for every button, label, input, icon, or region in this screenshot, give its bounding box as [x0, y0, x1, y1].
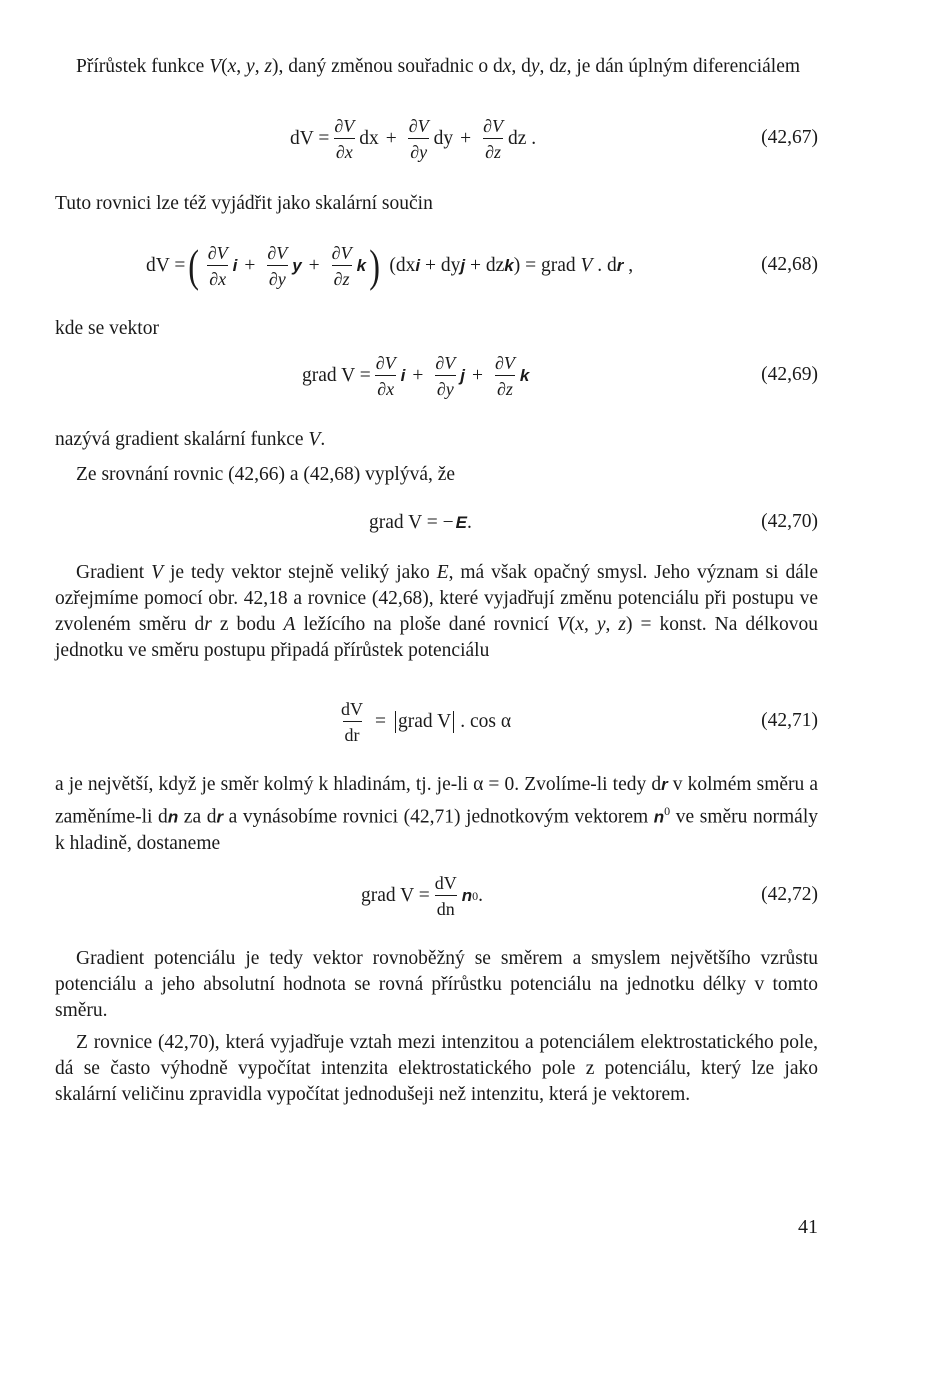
equation-42-71: $\frac{dV}{dr}$ = grad V . cos α (42,71)	[341, 699, 818, 745]
equation-42-67: dV = $\frac{\partial V}{\partial x}$ dx + $\frac{\partial V}{\partial y}$ dy + $\frac{\partial V}{\partial z}$ dz . (42,67)	[290, 116, 818, 162]
equation-number: (42,69)	[761, 364, 818, 385]
intro-paragraph: Přírůstek funkce V(x, y, z), daný změnou souřadnic o dx, dy, dz, je dán úplným diferenciálem	[76, 56, 801, 77]
paragraph-gradient-summary: Gradient potenciálu je tedy vektor rovnoběžný se směrem a smyslem největšího vzrůstu potenciálu a jeho absolutní hodnota se rovná přírůstku potenciálu na jednotku délky v tomto směru.	[55, 948, 818, 1021]
equation-number: (42,71)	[761, 710, 818, 731]
equation-42-69: grad V = $\frac{\partial V}{\partial x}$ i + $\frac{\partial V}{\partial y}$ j + $\frac{\partial V}{\partial z}$ k (42,69)	[302, 353, 818, 399]
paragraph-comparison: Ze srovnání rovnic (42,66) a (42,68) vyplývá, že	[76, 464, 456, 485]
equation-number: (42,70)	[761, 511, 818, 532]
paragraph-gradient-meaning: Gradient V je tedy vektor stejně veliký jako E, má však opačný smysl. Jeho význam si dále ozřejmíme pomocí obr. 42,18 a rovnice (42,68), které vyjadřují změnu potenciálu při postupu ve zvoleném směru dr z bodu A ležícího na ploše dané rovnicí V(x, y, z) = konst. Na délkovou jednotku ve směru postupu připadá přírůstek potenciálu	[55, 562, 818, 661]
equation-42-68: dV = ( $\frac{\partial V}{\partial x}$ i + $\frac{\partial V}{\partial y}$ y + $\frac{\partial V}{\partial z}$ k ) (dxi + dyj + dzk) = grad V . dr , (42,68)	[146, 240, 818, 291]
paragraph-gradient-name: nazývá gradient skalární funkce V.	[55, 429, 326, 450]
paragraph-intensity: Z rovnice (42,70), která vyjadřuje vztah mezi intenzitou a potenciálem elektrostatického pole, dá se často výhodně vypočítat intenzita elektrostatického pole z potenciálu, který lze jako skalární veličinu zpravidla vypočítat jednodušeji než intenzitu, která je vektorem.	[55, 1032, 818, 1105]
page-number: 41	[798, 1216, 818, 1238]
equation-42-70: grad V = − E . (42,70)	[369, 511, 818, 533]
equation-number: (42,72)	[761, 884, 818, 905]
equation-number: (42,67)	[761, 127, 818, 148]
paragraph-largest-increase: a je největší, když je směr kolmý k hladinám, tj. je-li α = 0. Zvolíme-li tedy dr v kolmém směru a zaměníme-li dn za dr a vynásobíme rovnici (42,71) jednotkovým vektorem $n^0$ ve směru normály k hladině, dostaneme	[55, 774, 819, 854]
paragraph-where-vector: kde se vektor	[55, 318, 159, 339]
equation-42-72: grad V = $\frac{dV}{dn}$ n 0 . (42,72)	[361, 873, 818, 919]
equation-number: (42,68)	[761, 254, 818, 275]
paragraph-scalar-product: Tuto rovnici lze též vyjádřit jako skalární součin	[55, 193, 433, 214]
